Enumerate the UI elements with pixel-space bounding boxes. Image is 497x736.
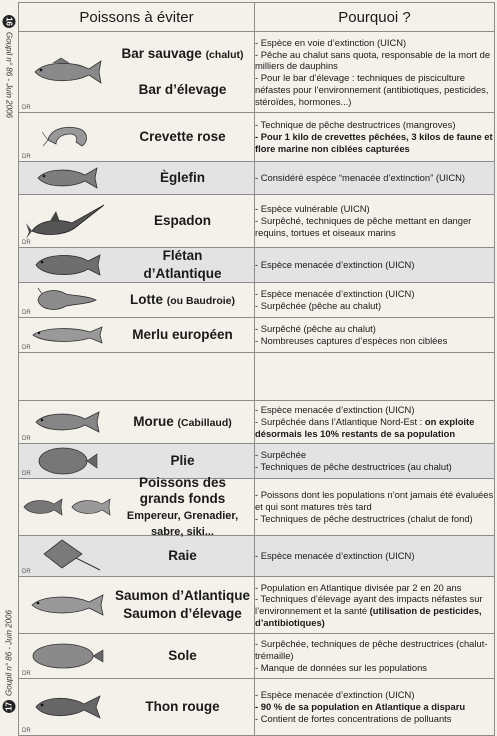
table-row <box>19 401 495 444</box>
fish-name: Flétan <box>162 247 203 263</box>
fish-qualifier: (chalut) <box>205 48 244 61</box>
fish-name-2: d’Atlantique <box>143 266 222 281</box>
reason-line: - Surpêchée (pêche au chalut) <box>255 300 382 311</box>
reason-line: - Espèce vulnérable (UICN) <box>255 203 370 215</box>
spacer-row <box>19 353 495 401</box>
photo-credit: DR <box>22 154 31 160</box>
fish-cell <box>19 679 255 736</box>
fish-cell <box>19 248 255 283</box>
fish-qualifier: (Cabillaud) <box>177 416 232 429</box>
table-row <box>19 162 495 195</box>
fish-name: Sole <box>168 647 197 663</box>
reason-line-bold: - Pour 1 kilo de crevettes pêchées, 3 kilos de faune et flore marine non ciblées capturées <box>255 131 493 154</box>
side-margin <box>0 0 18 720</box>
empty-cell <box>255 353 495 401</box>
fish-table <box>18 2 495 736</box>
reason-line: - Espèce menacée d’extinction (UICN) <box>255 259 415 271</box>
reason-line: - Poissons dont les populations n’ont jamais été évaluées et qui sont matures très tard <box>255 489 494 513</box>
halibut-image <box>19 251 115 279</box>
photo-credit: DR <box>22 728 31 734</box>
reason-cell <box>255 318 495 353</box>
reason-cell <box>255 283 495 318</box>
fish-cell <box>19 318 255 353</box>
fish-cell <box>19 195 255 248</box>
table-row <box>19 248 495 283</box>
reason-cell <box>255 634 495 679</box>
reason-line: - Pour le bar d’élevage : techniques de pisciculture néfastes pour l’environnement (antibiotiques, pesticides, stéroïdes, hormones...) <box>255 72 489 107</box>
reason-line: - Surpêchée <box>255 449 307 461</box>
fish-name: Thon rouge <box>145 698 220 714</box>
reason-line: - Espèce menacée d’extinction (UICN) <box>255 288 415 300</box>
reason-line: - Espèce menacée d’extinction (UICN) <box>255 689 415 701</box>
photo-credit: DR <box>22 671 31 677</box>
reason-cell <box>255 479 495 536</box>
photo-credit: DR <box>22 436 31 442</box>
reason-line-bold: on exploite désormais les 10% restants de sa population <box>255 416 475 439</box>
fish-cell <box>19 401 255 444</box>
fish-name: Èglefin <box>159 169 205 185</box>
reason-cell <box>255 195 495 248</box>
fish-name: Merlu européen <box>132 326 233 342</box>
reason-line: - Population en Atlantique divisée par 2 en 20 ans <box>255 581 462 593</box>
side-text-top: Goupil n° 86 - Juin 2006 <box>4 32 14 118</box>
fish-name-2: Bar d’élevage <box>138 82 227 98</box>
header-row <box>19 3 495 32</box>
table-row <box>19 195 495 248</box>
fish-cell <box>19 577 255 634</box>
table-row <box>19 113 495 162</box>
fish-name: Raie <box>168 547 197 563</box>
shrimp-image <box>19 122 115 152</box>
swordfish-image <box>19 201 115 241</box>
photo-credit: DR <box>22 345 31 351</box>
fish-cell <box>19 444 255 479</box>
fish-cell <box>19 162 255 195</box>
reason-line: - Considéré espèce “menacée d’extinction” (UICN) <box>255 172 465 184</box>
side-caption-top <box>3 15 16 118</box>
cod-image <box>19 409 115 435</box>
reason-cell <box>255 577 495 634</box>
fish-name: Morue <box>133 413 174 429</box>
table-row <box>19 577 495 634</box>
reason-cell <box>255 113 495 162</box>
monkfish-image <box>19 286 115 314</box>
fish-examples: Empereur, Grenadier, sabre, siki... <box>126 510 239 539</box>
table-row <box>19 283 495 318</box>
seabass-image <box>19 57 115 87</box>
page-number-bottom: 17 <box>3 700 16 713</box>
reason-line: - Technique de pêche destructrices (mangroves) <box>255 119 456 131</box>
photo-credit: DR <box>22 569 31 575</box>
table-row <box>19 634 495 679</box>
reason-line: - Espèce menacée d’extinction (UICN) <box>255 550 415 562</box>
reason-cell <box>255 162 495 195</box>
table-row <box>19 679 495 736</box>
fish-name-2: Saumon d’élevage <box>123 606 242 621</box>
ray-image <box>19 538 115 574</box>
reason-line: - Nombreuses captures d’espèces non ciblées <box>255 335 448 346</box>
fish-cell <box>19 634 255 679</box>
haddock-image <box>19 165 115 191</box>
photo-credit: DR <box>22 240 31 246</box>
hake-image <box>19 324 115 346</box>
reason-cell <box>255 679 495 736</box>
empty-cell <box>19 353 255 401</box>
photo-credit: DR <box>22 310 31 316</box>
table-row <box>19 318 495 353</box>
reason-line: - Espèce en voie d’extinction (UICN) <box>255 36 407 48</box>
reason-line-bold: - 90 % de sa population en Atlantique a disparu <box>255 701 466 713</box>
fish-name: Saumon d’Atlantique <box>115 587 250 603</box>
header-fish: Poissons à éviter <box>19 3 255 32</box>
side-caption-bottom <box>3 610 16 713</box>
fish-cell <box>19 113 255 162</box>
reason-line: - Techniques de pêche destructrices (chalut de fond) <box>255 512 473 524</box>
deep-sea-fish-image <box>19 494 115 520</box>
reason-line: - Pêche au chalut sans quota, responsable de la mort de milliers de dauphins <box>255 48 491 72</box>
salmon-image <box>19 592 115 618</box>
reason-line-bold: (utilisation de pesticides, d’antibiotiques) <box>255 605 482 628</box>
reason-line: - Techniques de pêche destructrices (au chalut) <box>255 461 452 472</box>
table-row <box>19 32 495 113</box>
fish-name-2: grands fonds <box>139 490 226 506</box>
reason-cell <box>255 401 495 444</box>
reason-cell <box>255 536 495 577</box>
reason-line: - Techniques d’élevage ayant des impacts néfastes sur l’environnement et la santé <box>255 593 483 616</box>
fish-name: Crevette rose <box>139 128 226 144</box>
fish-cell <box>19 536 255 577</box>
reason-cell <box>255 32 495 113</box>
reason-line: - Contient de fortes concentrations de polluants <box>255 712 452 724</box>
fish-name: Poissons des <box>138 474 227 490</box>
fish-name: Plie <box>170 452 195 468</box>
table-row <box>19 536 495 577</box>
reason-line: - Surpêché, techniques de pêche mettant en danger requins, tortues et oiseaux marins <box>255 215 472 238</box>
plaice-image <box>19 445 115 477</box>
reason-line: - Surpêchée dans l’Atlantique Nord-Est : <box>255 416 423 428</box>
bluefin-tuna-image <box>19 692 115 722</box>
table-row <box>19 479 495 536</box>
reason-line: - Surpêchée, techniques de pêche destructrices (chalut-trémaille) <box>255 638 488 662</box>
fish-cell <box>19 283 255 318</box>
fish-qualifier: (ou Baudroie) <box>166 294 235 307</box>
reason-line: - Espèce menacée d’extinction (UICN) <box>255 404 415 416</box>
fish-name: Espadon <box>153 212 211 228</box>
photo-credit: DR <box>22 471 31 477</box>
photo-credit: DR <box>22 105 31 111</box>
fish-cell <box>19 32 255 113</box>
sole-image <box>19 641 115 671</box>
fish-name: Bar sauvage <box>121 45 202 61</box>
fish-name: Lotte <box>129 291 163 307</box>
reason-cell <box>255 444 495 479</box>
reason-line: - Manque de données sur les populations <box>255 661 427 673</box>
table-row <box>19 444 495 479</box>
reason-line: - Surpêché (pêche au chalut) <box>255 323 376 335</box>
reason-cell <box>255 248 495 283</box>
side-text-bottom: Goupil n° 86 - Juin 2006 <box>4 610 14 696</box>
page-number-top: 16 <box>3 15 16 28</box>
header-why: Pourquoi ? <box>255 3 495 32</box>
